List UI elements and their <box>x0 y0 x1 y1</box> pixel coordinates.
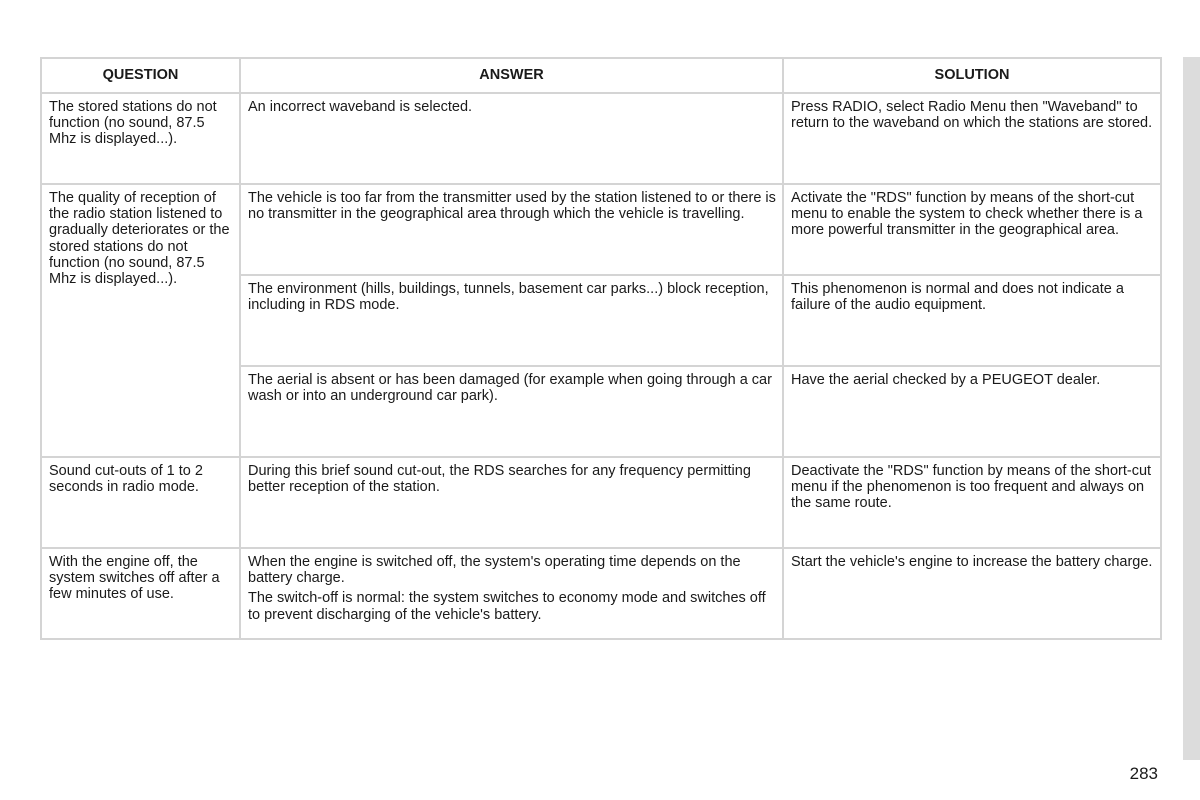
table-row <box>41 184 1161 275</box>
table-row <box>41 457 1161 548</box>
solution-cell: This phenomenon is normal and does not indicate a failure of the audio equipment. <box>783 275 1161 366</box>
table-row <box>41 93 1161 184</box>
question-cell: The quality of reception of the radio station listened to gradually deteriorates or the stored stations do not function (no sound, 87.5 Mhz is displayed...). <box>41 184 240 457</box>
answer-paragraph: The switch-off is normal: the system switches to economy mode and switches off to prevent discharging of the vehicle's battery. <box>248 590 766 623</box>
header-answer: ANSWER <box>240 58 783 93</box>
answer-cell <box>240 548 783 639</box>
header-question: QUESTION <box>41 58 240 93</box>
solution-cell: Start the vehicle's engine to increase the battery charge. <box>783 548 1161 639</box>
page-number: 283 <box>1129 764 1158 783</box>
question-cell: The stored stations do not function (no sound, 87.5 Mhz is displayed...). <box>41 93 240 184</box>
question-cell: Sound cut-outs of 1 to 2 seconds in radio mode. <box>41 457 240 548</box>
answer-cell: The environment (hills, buildings, tunnels, basement car parks...) block reception, including in RDS mode. <box>240 275 783 366</box>
table-header-row <box>41 58 1161 93</box>
answer-cell: An incorrect waveband is selected. <box>240 93 783 184</box>
answer-cell: The vehicle is too far from the transmitter used by the station listened to or there is no transmitter in the geographical area through which the vehicle is travelling. <box>240 184 783 275</box>
solution-cell: Have the aerial checked by a PEUGEOT dealer. <box>783 366 1161 457</box>
answer-cell: The aerial is absent or has been damaged (for example when going through a car wash or into an underground car park). <box>240 366 783 457</box>
side-tab-bar <box>1183 57 1200 760</box>
table-row <box>41 548 1161 639</box>
question-cell: With the engine off, the system switches off after a few minutes of use. <box>41 548 240 639</box>
troubleshooting-table <box>40 57 1162 640</box>
answer-cell: During this brief sound cut-out, the RDS searches for any frequency permitting better reception of the station. <box>240 457 783 548</box>
solution-cell: Press RADIO, select Radio Menu then "Waveband" to return to the waveband on which the stations are stored. <box>783 93 1161 184</box>
solution-cell: Activate the "RDS" function by means of the short-cut menu to enable the system to check whether there is a more powerful transmitter in the geographical area. <box>783 184 1161 275</box>
answer-paragraph: When the engine is switched off, the system's operating time depends on the battery charge. <box>248 554 741 587</box>
solution-cell: Deactivate the "RDS" function by means of the short-cut menu if the phenomenon is too frequent and always on the same route. <box>783 457 1161 548</box>
header-solution: SOLUTION <box>783 58 1161 93</box>
